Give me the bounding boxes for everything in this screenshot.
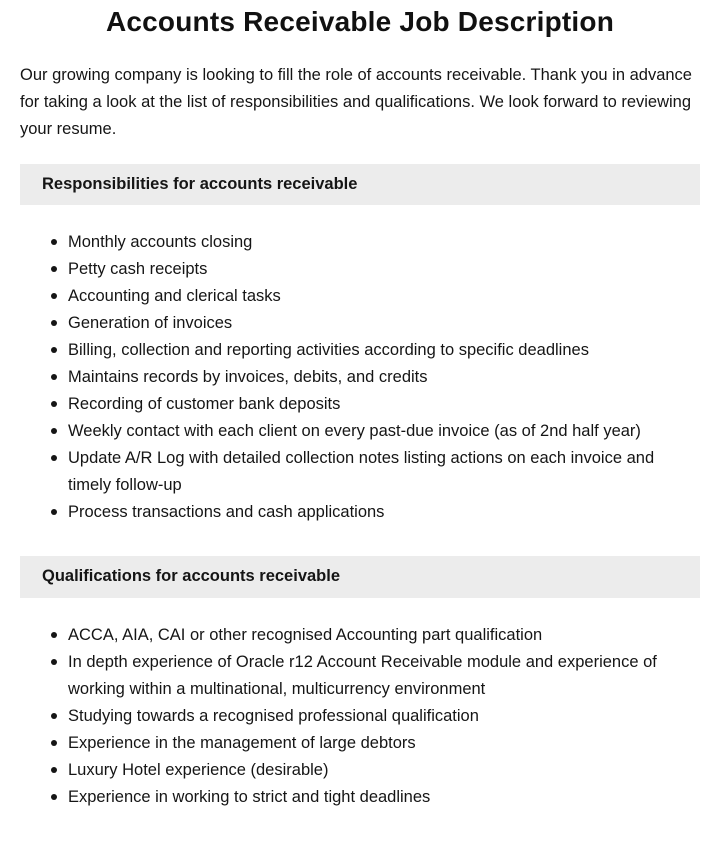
list-item: Update A/R Log with detailed collection notes listing actions on each invoice and timely follow-up [68,445,700,499]
responsibilities-list [20,229,700,527]
list-item: Experience in working to strict and tight deadlines [68,784,700,811]
page-title: Accounts Receivable Job Description [105,6,615,37]
section-header-qualifications [20,556,700,597]
section-heading-text: Qualifications for accounts receivable [42,567,341,586]
list-item: Recording of customer bank deposits [68,391,700,418]
list-item: Process transactions and cash applications [68,499,700,526]
list-item: Maintains records by invoices, debits, and credits [68,364,700,391]
intro-paragraph: Our growing company is looking to fill the role of accounts receivable. Thank you in advance for taking a look at the list of responsibilities and qualifications. We look forward to reviewing your resume. [20,66,692,139]
list-item: Studying towards a recognised professional qualification [68,703,700,730]
list-item: Generation of invoices [68,310,700,337]
list-item: Accounting and clerical tasks [68,283,700,310]
list-item: ACCA, AIA, CAI or other recognised Accounting part qualification [68,622,700,649]
list-item: Petty cash receipts [68,256,700,283]
list-item: Luxury Hotel experience (desirable) [68,757,700,784]
list-item: In depth experience of Oracle r12 Account Receivable module and experience of working within a multinational, multicurrency environment [68,649,700,703]
list-item: Weekly contact with each client on every past-due invoice (as of 2nd half year) [68,418,700,445]
section-heading-text: Responsibilities for accounts receivable [42,174,358,193]
list-item: Monthly accounts closing [68,229,700,256]
list-item: Experience in the management of large debtors [68,730,700,757]
section-header-responsibilities [20,164,700,205]
list-item: Billing, collection and reporting activities according to specific deadlines [68,337,700,364]
qualifications-list [20,622,700,811]
